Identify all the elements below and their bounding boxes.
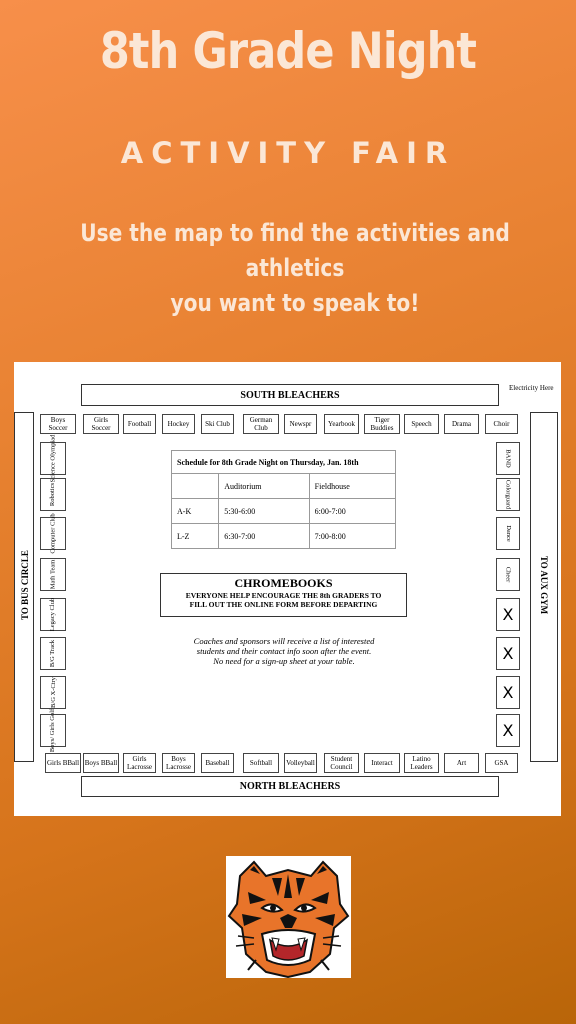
chromebooks-title: CHROMEBOOKS [234, 576, 333, 590]
map-table [40, 513, 66, 554]
chromebooks-line: FILL OUT THE ONLINE FORM BEFORE DEPARTING [189, 600, 378, 609]
schedule-auditorium-time: 5:30-6:00 [219, 499, 309, 524]
north-bleachers: NORTH BLEACHERS [81, 776, 499, 797]
map-table: X [496, 676, 520, 709]
note-line: students and their contact info soon after the event. [196, 646, 372, 656]
schedule-row [172, 524, 396, 549]
map-table-label: Dance [504, 525, 512, 542]
chromebooks-line: EVERYONE HELP ENCOURAGE THE 8th GRADERS TO [185, 591, 382, 600]
page-title: 8th Grade Night [99, 22, 477, 80]
bus-circle-label: TO BUS CIRCLE [20, 550, 30, 620]
map-table [40, 558, 66, 591]
floor-map [14, 362, 561, 816]
map-table [40, 478, 66, 511]
map-table: X [496, 714, 520, 747]
map-table: Girls BBall [45, 753, 81, 773]
map-table [496, 442, 520, 475]
map-table-label: B/G X-Ctry [49, 677, 57, 708]
map-table [496, 558, 520, 591]
schedule-blank [172, 474, 219, 499]
map-table: Hockey [162, 414, 195, 434]
map-table-label: Boys/ Girls Golf [49, 708, 57, 753]
sponsor-note [164, 636, 404, 666]
intro-line: you want to speak to! [170, 289, 420, 317]
schedule-fieldhouse-time: 7:00-8:00 [309, 524, 395, 549]
map-table: Choir [485, 414, 518, 434]
map-table: Speech [404, 414, 439, 434]
schedule-group: A-K [172, 499, 219, 524]
map-table [40, 637, 66, 670]
map-table-label: Science Olympiad [49, 434, 57, 483]
map-table: Student Council [324, 753, 359, 773]
map-table: Football [123, 414, 156, 434]
schedule-fieldhouse-time: 6:00-7:00 [309, 499, 395, 524]
map-table: Softball [243, 753, 279, 773]
schedule-title: Schedule for 8th Grade Night on Thursday, Jan. 18th [172, 451, 396, 474]
schedule-row [172, 499, 396, 524]
map-table [40, 676, 66, 709]
map-table: Newspr [284, 414, 317, 434]
map-table-label: Robotics [49, 482, 57, 507]
map-table: Baseball [201, 753, 234, 773]
map-table: Art [444, 753, 479, 773]
map-table-label: Math Team [49, 559, 57, 590]
schedule-col-header: Fieldhouse [309, 474, 395, 499]
map-table: Drama [444, 414, 479, 434]
map-table-label: B/G Track [49, 639, 57, 668]
chromebooks-notice [160, 573, 407, 617]
map-table-label: Computer Club [49, 513, 57, 554]
map-table-label: Legacy Club [49, 597, 57, 632]
map-table: GSA [485, 753, 518, 773]
map-table: Interact [364, 753, 400, 773]
map-table-label: Colorguard [504, 479, 512, 510]
map-table: Boys Soccer [40, 414, 76, 434]
note-line: No need for a sign-up sheet at your table. [213, 656, 355, 666]
electricity-label: Electricity Here [509, 384, 554, 392]
map-table [496, 517, 520, 550]
map-table: Girls Lacrosse [123, 753, 156, 773]
map-table: Girls Soccer [83, 414, 119, 434]
schedule-auditorium-time: 6:30-7:00 [219, 524, 309, 549]
map-table: X [496, 598, 520, 631]
schedule-col-header: Auditorium [219, 474, 309, 499]
note-line: Coaches and sponsors will receive a list of interested [193, 636, 375, 646]
map-table: German Club [243, 414, 279, 434]
map-table [40, 434, 66, 483]
map-table: Latino Leaders [404, 753, 439, 773]
aux-gym-label: TO AUX GYM [539, 555, 549, 615]
tiger-mascot-icon [226, 856, 351, 978]
map-table: Yearbook [324, 414, 359, 434]
map-table: Ski Club [201, 414, 234, 434]
schedule-table [171, 450, 396, 549]
intro-text [72, 216, 517, 321]
map-table [496, 478, 520, 511]
schedule-group: L-Z [172, 524, 219, 549]
map-table [40, 598, 66, 631]
south-bleachers: SOUTH BLEACHERS [81, 384, 499, 406]
map-table: Boys BBall [83, 753, 119, 773]
page-subtitle: ACTIVITY FAIR [120, 136, 456, 170]
map-table-label: BAND [504, 449, 512, 468]
intro-line: Use the map to find the activities and athletics [80, 219, 510, 282]
map-table-label: Cheer [504, 566, 512, 583]
map-table: Volleyball [284, 753, 317, 773]
map-table: Tiger Buddies [364, 414, 400, 434]
map-table: X [496, 637, 520, 670]
map-table: Boys Lacrosse [162, 753, 195, 773]
map-table [40, 708, 66, 753]
